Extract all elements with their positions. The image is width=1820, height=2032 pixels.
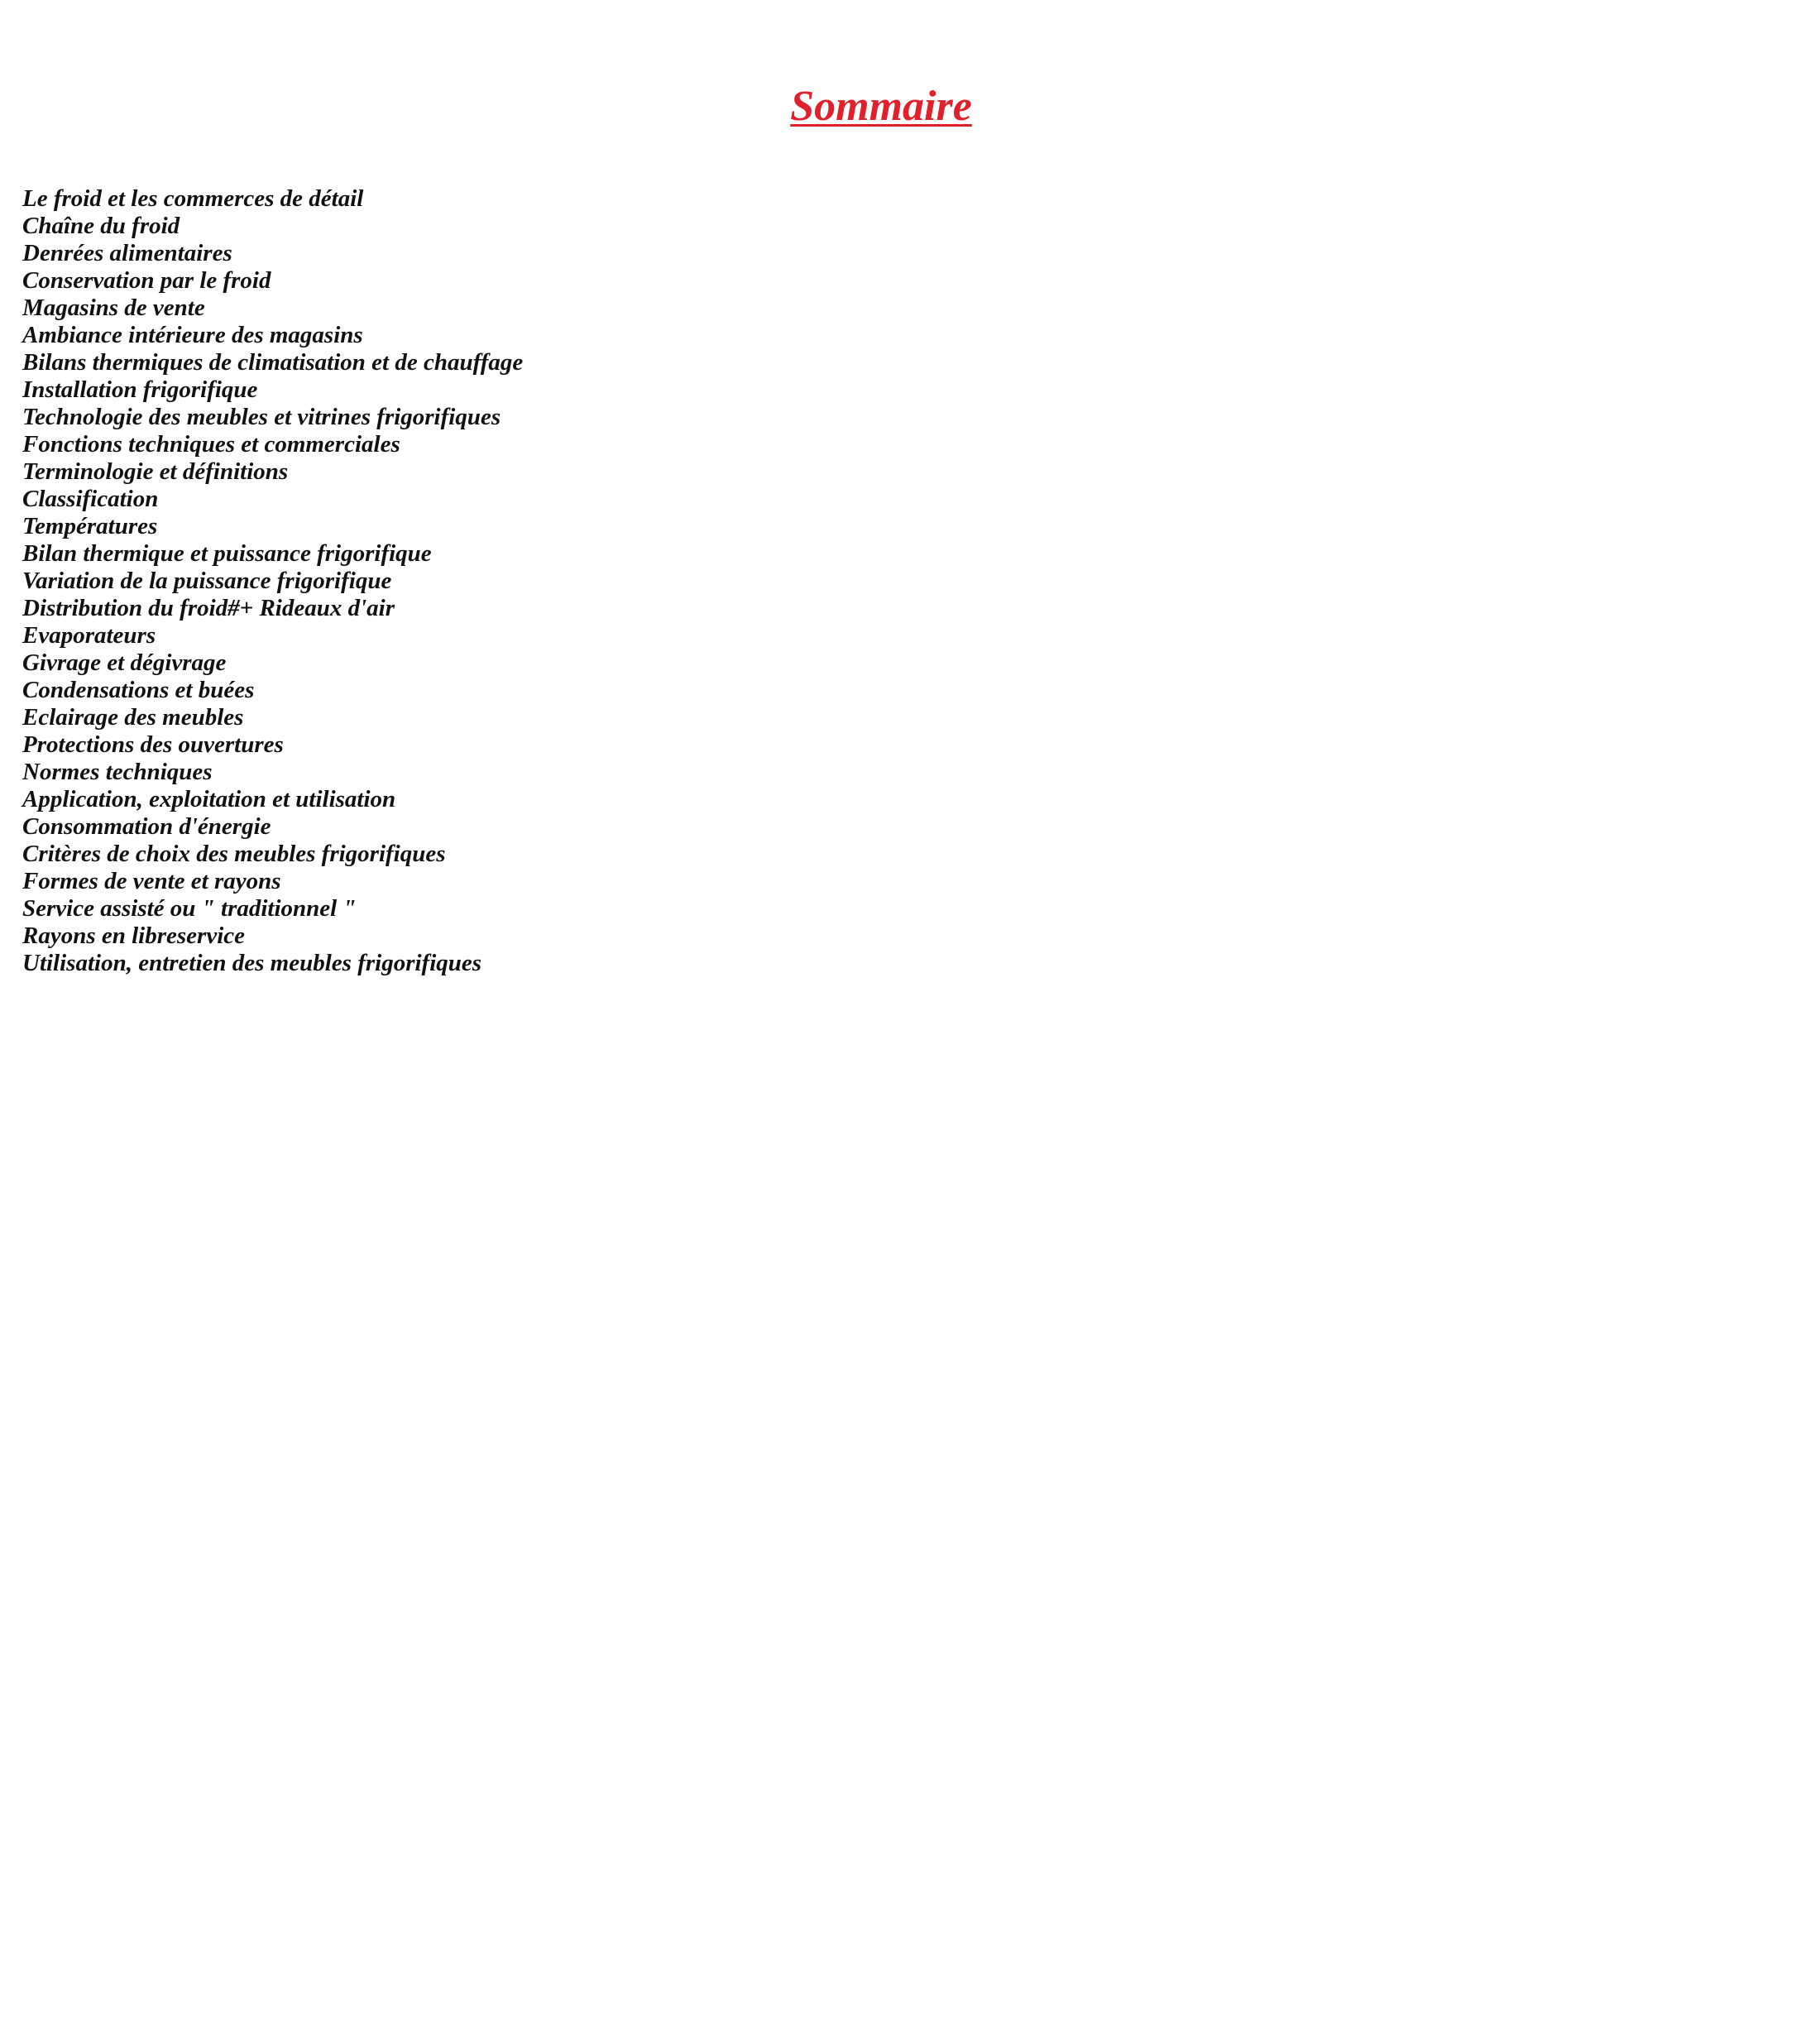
toc-entry-link[interactable]: Conservation par le froid (22, 267, 271, 294)
toc-entry-link[interactable]: Normes techniques (22, 759, 213, 785)
toc-entry (22, 786, 523, 813)
toc-entry-link[interactable]: Protections des ouvertures (22, 731, 284, 758)
toc-entry (22, 622, 523, 649)
toc-entry-link[interactable]: Variation de la puissance frigorifique (22, 568, 392, 594)
toc-entry-link[interactable]: Application, exploitation et utilisation (22, 786, 396, 812)
toc-entry (22, 649, 523, 677)
toc-entry-link[interactable]: Classification (22, 486, 159, 512)
toc-entry-link[interactable]: Distribution du froid#+ Rideaux d'air (22, 595, 395, 621)
toc-entry (22, 240, 523, 267)
toc-entry (22, 950, 523, 977)
toc-entry (22, 185, 523, 213)
toc-entry-link[interactable]: Critères de choix des meubles frigorifiques (22, 841, 446, 867)
toc-entry-link[interactable]: Magasins de vente (22, 295, 205, 321)
toc-entry (22, 295, 523, 322)
toc-entry-link[interactable]: Consommation d'énergie (22, 813, 271, 840)
toc-entry-link[interactable]: Installation frigorifique (22, 376, 258, 403)
toc-entry (22, 895, 523, 923)
page-title: Sommaire (790, 83, 972, 130)
toc-entry (22, 568, 523, 595)
toc-entry-link[interactable]: Ambiance intérieure des magasins (22, 322, 363, 348)
toc-entry-link[interactable]: Formes de vente et rayons (22, 868, 281, 894)
toc-entry-link[interactable]: Utilisation, entretien des meubles frigorifiques (22, 950, 482, 976)
toc-entry (22, 486, 523, 513)
table-of-contents (22, 185, 523, 977)
toc-entry-link[interactable]: Rayons en libreservice (22, 923, 246, 949)
toc-entry (22, 213, 523, 240)
toc-entry (22, 540, 523, 568)
toc-entry-link[interactable]: Terminologie et définitions (22, 458, 289, 485)
toc-entry (22, 404, 523, 431)
toc-entry-link[interactable]: Températures (22, 513, 158, 539)
toc-entry-link[interactable]: Chaîne du froid (22, 213, 180, 239)
toc-entry (22, 267, 523, 295)
toc-entry (22, 868, 523, 895)
toc-entry (22, 431, 523, 458)
toc-entry-link[interactable]: Technologie des meubles et vitrines frigorifiques (22, 404, 501, 430)
toc-entry (22, 349, 523, 376)
toc-entry (22, 595, 523, 622)
toc-entry-link[interactable]: Bilans thermiques de climatisation et de chauffage (22, 349, 524, 376)
toc-entry (22, 513, 523, 540)
toc-entry-link[interactable]: Condensations et buées (22, 677, 255, 703)
toc-entry-link[interactable]: Givrage et dégivrage (22, 649, 227, 676)
toc-entry-link[interactable]: Le froid et les commerces de détail (22, 185, 364, 212)
toc-entry (22, 322, 523, 349)
toc-entry (22, 704, 523, 731)
toc-entry (22, 923, 523, 950)
toc-entry (22, 813, 523, 841)
toc-entry-link[interactable]: Service assisté ou " traditionnel " (22, 895, 357, 922)
toc-entry (22, 841, 523, 868)
toc-entry-link[interactable]: Denrées alimentaires (22, 240, 232, 266)
toc-entry-link[interactable]: Evaporateurs (22, 622, 156, 649)
toc-entry (22, 731, 523, 759)
toc-entry (22, 458, 523, 486)
toc-entry-link[interactable]: Fonctions techniques et commerciales (22, 431, 400, 458)
toc-entry-link[interactable]: Eclairage des meubles (22, 704, 244, 731)
toc-entry-link[interactable]: Bilan thermique et puissance frigorifique (22, 540, 432, 567)
toc-entry (22, 677, 523, 704)
toc-entry (22, 376, 523, 404)
toc-entry (22, 759, 523, 786)
